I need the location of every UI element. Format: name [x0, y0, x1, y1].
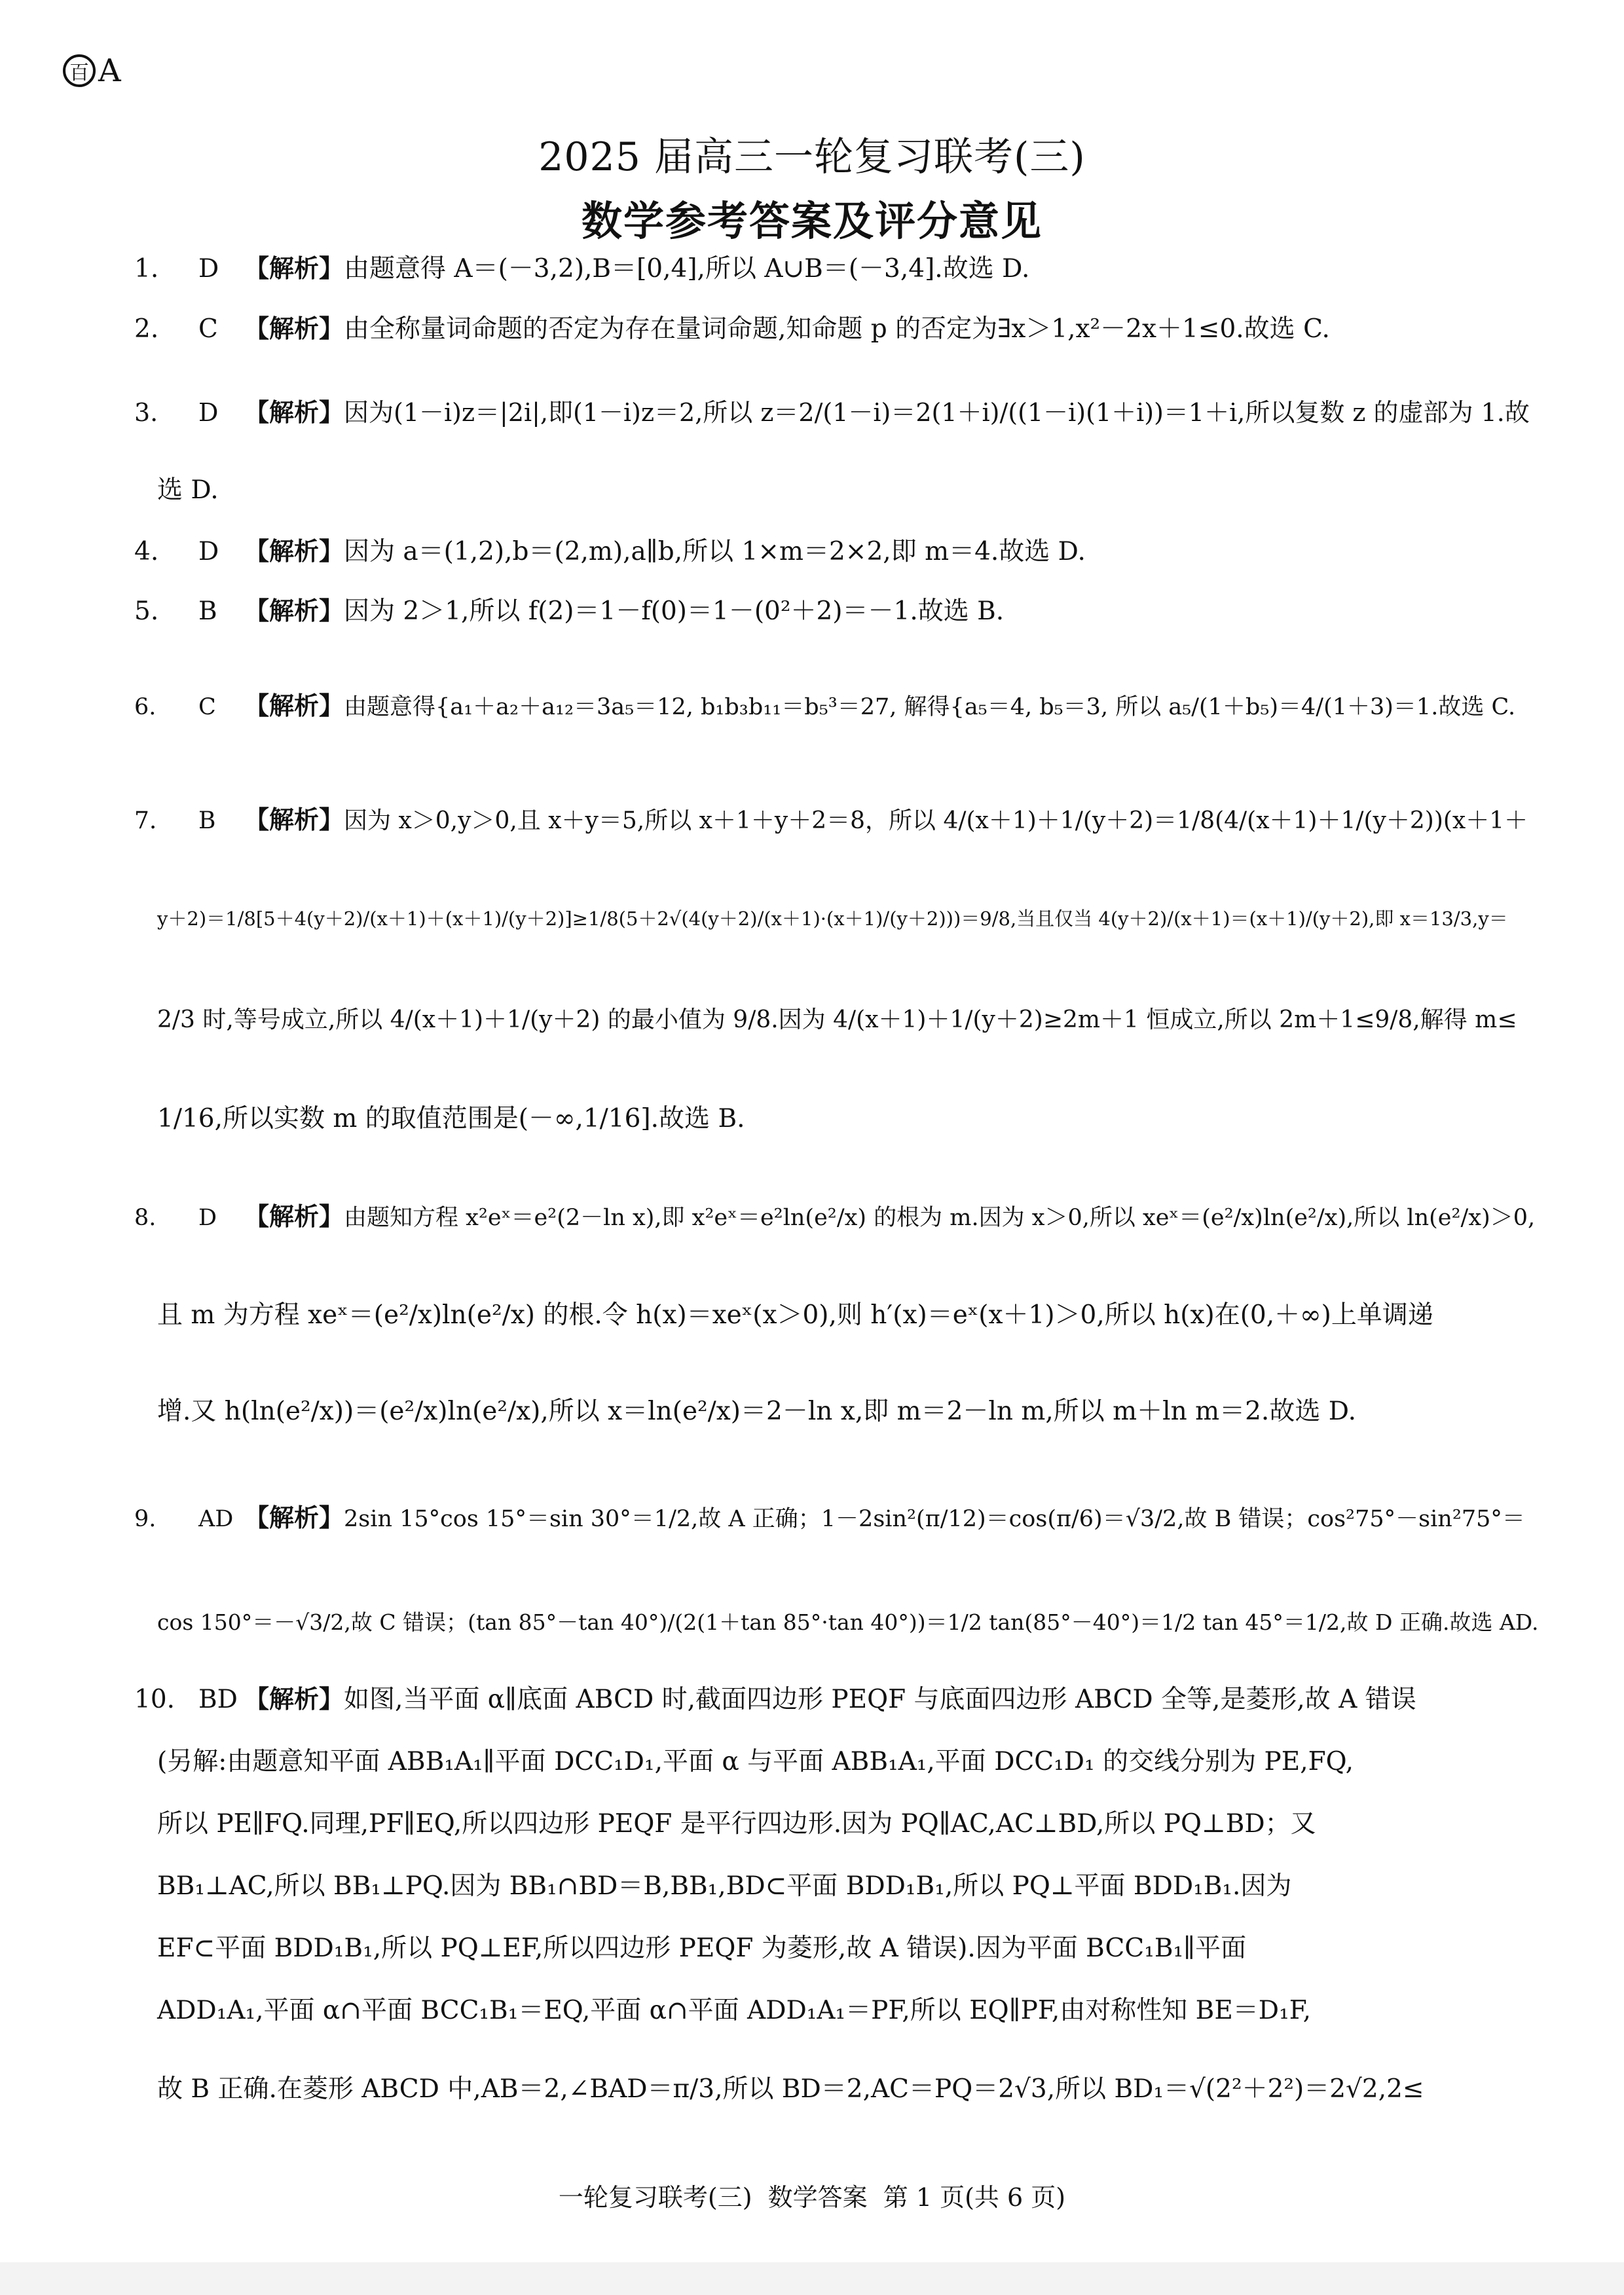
analysis-tag: 【解析】 — [244, 1685, 344, 1714]
answer-continuation — [157, 2076, 1424, 2104]
question-number: 1. — [134, 254, 159, 284]
answer-text: 增.又 h(ln(e²/x))＝(e²/x)ln(e²/x),所以 x＝ln(e²/x)＝2－ln x,即 m＝2－ln m,所以 m＋ln m＝2.故选 D. — [157, 1397, 1357, 1426]
answer-continuation — [157, 1810, 1316, 1839]
answer-text: (另解:由题意知平面 ABB₁A₁∥平面 DCC₁D₁,平面 α 与平面 ABB₁A₁,平面 DCC₁D₁ 的交线分别为 PE,FQ, — [157, 1747, 1354, 1776]
analysis-tag: 【解析】 — [244, 537, 344, 566]
answer-text: 因为 x＞0,y＞0,且 x＋y＝5,所以 x＋1＋y＋2＝8，所以 4/(x＋1)＋1/(y＋2)＝1/8(4/(x＋1)＋1/(y＋2))(x＋1＋ — [344, 807, 1528, 834]
answer-text: 如图,当平面 α∥底面 ABCD 时,截面四边形 PEQF 与底面四边形 ABCD 全等,是菱形,故 A 错误 — [344, 1685, 1416, 1714]
answer-line — [134, 1686, 1416, 1714]
answer-line — [134, 316, 1330, 344]
answer-choice: C — [198, 314, 218, 344]
page-footer — [0, 2177, 1624, 2213]
answer-line — [134, 255, 1029, 284]
analysis-tag: 【解析】 — [244, 597, 344, 625]
answer-continuation — [157, 1873, 1291, 1901]
answer-choice: D — [198, 1205, 217, 1231]
answer-text: 由题意得 A＝(－3,2),B＝[0,4],所以 A∪B＝(－3,4].故选 D. — [344, 254, 1030, 284]
answer-text: EF⊂平面 BDD₁B₁,所以 PQ⊥EF,所以四边形 PEQF 为菱形,故 A 错误).因为平面 BCC₁B₁∥平面 — [157, 1934, 1247, 1963]
answer-choice: B — [198, 807, 216, 834]
answer-line — [134, 598, 1004, 626]
question-number: 10. — [134, 1685, 175, 1714]
answer-text: 因为 a＝(1,2),b＝(2,m),a∥b,所以 1×m＝2×2,即 m＝4.故选 D. — [344, 537, 1086, 566]
answer-text: 所以 PE∥FQ.同理,PF∥EQ,所以四边形 PEQF 是平行四边形.因为 PQ∥AC,AC⊥BD,所以 PQ⊥BD；又 — [157, 1809, 1316, 1839]
answer-continuation — [157, 477, 219, 505]
answer-text: 1/16,所以实数 m 的取值范围是(－∞,1/16].故选 B. — [157, 1104, 745, 1133]
analysis-tag: 【解析】 — [244, 314, 344, 343]
badge-letter: A — [98, 52, 121, 89]
question-number: 7. — [134, 807, 157, 834]
analysis-tag: 【解析】 — [244, 1202, 344, 1231]
answer-text: 由题知方程 x²eˣ＝e²(2－ln x),即 x²eˣ＝e²ln(e²/x) 的根为 m.因为 x＞0,所以 xeˣ＝(e²/x)ln(e²/x),所以 ln(e²/x)＞0, — [344, 1205, 1536, 1231]
answer-text: 选 D. — [157, 475, 219, 505]
analysis-tag: 【解析】 — [244, 254, 344, 283]
answer-continuation — [157, 1105, 745, 1133]
question-number: 2. — [134, 314, 159, 344]
answer-text: 2/3 时,等号成立,所以 4/(x＋1)＋1/(y＋2) 的最小值为 9/8.因为 4/(x＋1)＋1/(y＋2)≥2m＋1 恒成立,所以 2m＋1≤9/8,解得 m≤ — [157, 1006, 1517, 1033]
answer-text: 且 m 为方程 xeˣ＝(e²/x)ln(e²/x) 的根.令 h(x)＝xeˣ(x＞0),则 h′(x)＝eˣ(x＋1)＞0,所以 h(x)在(0,＋∞)上单调递 — [157, 1300, 1433, 1330]
answer-choice: AD — [198, 1506, 234, 1532]
answer-continuation — [157, 1997, 1311, 2025]
answer-text: cos 150°＝－√3/2,故 C 错误；(tan 85°－tan 40°)/(2(1＋tan 85°·tan 40°))＝1/2 tan(85°－40°)＝1/2 tan 45°＝1/2,故 D 正确.故选 AD. — [157, 1609, 1539, 1635]
answer-choice: B — [198, 597, 217, 626]
answer-text: y＋2)＝1/8[5＋4(y＋2)/(x＋1)＋(x＋1)/(y＋2)]≥1/8(5＋2√(4(y＋2)/(x＋1)·(x＋1)/(y＋2)))＝9/8,当且仅当 4(y＋2)/(x＋1)＝(x＋1)/(y＋2),即 x＝13/3,y＝ — [157, 908, 1508, 930]
answer-line — [134, 1505, 1525, 1532]
answer-continuation — [157, 1398, 1356, 1426]
answer-continuation — [157, 1748, 1354, 1776]
answer-text: ADD₁A₁,平面 α∩平面 BCC₁B₁＝EQ,平面 α∩平面 ADD₁A₁＝PF,所以 EQ∥PF,由对称性知 BE＝D₁F, — [157, 1996, 1312, 2025]
answer-line — [134, 399, 1530, 427]
answer-line — [134, 807, 1528, 834]
answer-text: 故 B 正确.在菱形 ABCD 中,AB＝2,∠BAD＝π/3,所以 BD＝2,AC＝PQ＝2√3,所以 BD₁＝√(2²＋2²)＝2√2,2≤ — [157, 2074, 1424, 2104]
analysis-tag: 【解析】 — [244, 805, 344, 834]
answer-choice: D — [198, 398, 219, 427]
answer-continuation — [157, 909, 1508, 930]
analysis-tag: 【解析】 — [244, 1503, 344, 1532]
question-number: 3. — [134, 398, 158, 427]
footer-page-number: 第 1 页(共 6 页) — [883, 2183, 1066, 2212]
answer-text: BB₁⊥AC,所以 BB₁⊥PQ.因为 BB₁∩BD＝B,BB₁,BD⊂平面 BDD₁B₁,所以 PQ⊥平面 BDD₁B₁.因为 — [157, 1871, 1292, 1901]
page-title: 2025 届高三一轮复习联考(三) — [538, 134, 1086, 180]
answer-line — [134, 538, 1086, 566]
footer-subject: 数学答案 — [767, 2183, 868, 2212]
answer-choice: C — [198, 694, 216, 720]
answer-continuation — [157, 1302, 1433, 1330]
answer-choice: BD — [198, 1685, 238, 1714]
answer-continuation — [157, 1611, 1539, 1634]
page-subtitle: 数学参考答案及评分意见 — [581, 197, 1043, 245]
answer-text: 因为 2＞1,所以 f(2)＝1－f(0)＝1－(0²＋2)＝－1.故选 B. — [344, 597, 1005, 626]
question-number: 5. — [134, 597, 159, 626]
answer-text: 因为(1－i)z＝|2i|,即(1－i)z＝2,所以 z＝2/(1－i)＝2(1＋i)/((1－i)(1＋i))＝1＋i,所以复数 z 的虚部为 1.故 — [344, 398, 1530, 427]
question-number: 8. — [134, 1205, 157, 1231]
answer-continuation — [157, 1935, 1246, 1963]
footer-exam-name: 一轮复习联考(三) — [558, 2183, 752, 2212]
answer-line — [134, 693, 1515, 720]
answer-text: 由全称量词命题的否定为存在量词命题,知命题 p 的否定为∃x＞1,x²－2x＋1≤0.故选 C. — [344, 314, 1330, 344]
answer-choice: D — [198, 254, 219, 284]
analysis-tag: 【解析】 — [244, 691, 344, 720]
answer-line — [134, 1203, 1535, 1231]
answer-continuation — [157, 1007, 1517, 1033]
exam-version-badge — [63, 52, 121, 89]
question-number: 6. — [134, 694, 157, 720]
question-number: 9. — [134, 1506, 157, 1532]
answer-text: 2sin 15°cos 15°＝sin 30°＝1/2,故 A 正确；1－2sin²(π/12)＝cos(π/6)＝√3/2,故 B 错误；cos²75°－sin²75°＝ — [344, 1506, 1525, 1532]
page-bottom-band — [0, 2262, 1624, 2295]
answer-choice: D — [198, 537, 219, 566]
analysis-tag: 【解析】 — [244, 398, 344, 427]
answer-text: 由题意得{a₁＋a₂＋a₁₂＝3a₅＝12, b₁b₃b₁₁＝b₅³＝27, 解得{a₅＝4, b₅＝3, 所以 a₅/(1＋b₅)＝4/(1＋3)＝1.故选 C. — [344, 694, 1516, 720]
badge-circle-char: 百 — [63, 54, 96, 87]
question-number: 4. — [134, 537, 159, 566]
